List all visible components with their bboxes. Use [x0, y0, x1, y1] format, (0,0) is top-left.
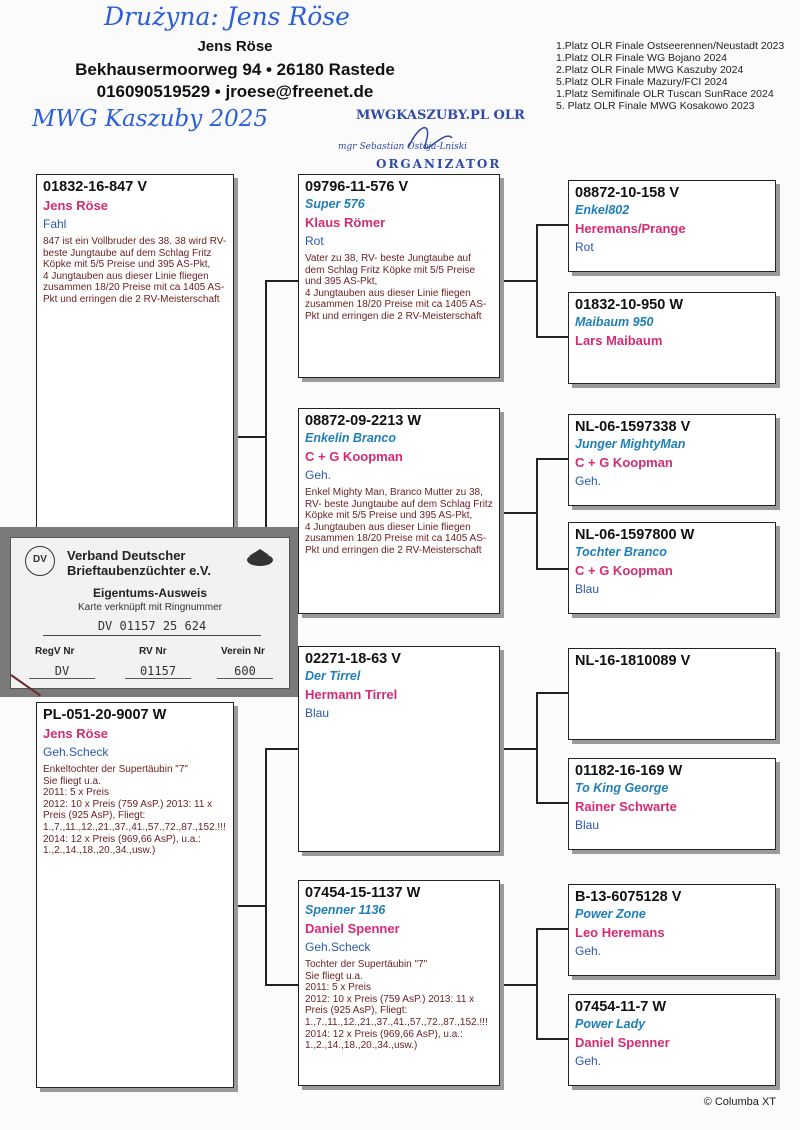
result-item: 5.Platz OLR Finale Mazury/FCI 2024: [556, 76, 728, 88]
result-item: 2.Platz OLR Finale MWG Kaszuby 2024: [556, 64, 744, 76]
ring-number: B-13-6075128 V: [575, 889, 682, 905]
ring-number: 02271-18-63 V: [305, 651, 401, 667]
ownership-card-inner: [10, 537, 290, 689]
handwritten-team-name: MWG Kaszuby 2025: [32, 106, 269, 132]
pigeon-box-ggp-4: [568, 522, 776, 614]
ring-number: 07454-15-1137 W: [305, 885, 421, 901]
breeder-name: Daniel Spenner: [575, 1035, 670, 1050]
pigeon-color: Geh.: [575, 474, 602, 488]
breeder-name: Klaus Römer: [305, 215, 386, 230]
dv-logo-icon: [25, 546, 55, 576]
connector-line: [265, 280, 299, 282]
result-item: 1.Platz OLR Finale WG Bojano 2024: [556, 52, 728, 64]
connector-line: [265, 748, 267, 984]
pigeon-box-ggp-8: [568, 994, 776, 1086]
pigeon-name: Enkelin Branco: [305, 431, 396, 445]
connector-line: [265, 748, 299, 750]
ring-number: 01832-10-950 W: [575, 297, 684, 313]
pigeon-box-grandsire-2: [298, 646, 500, 852]
ring-number: NL-06-1597800 W: [575, 527, 695, 543]
result-item: 1.Platz OLR Finale Ostseerennen/Neustadt 2023: [556, 40, 785, 52]
pigeon-box-ggp-3: [568, 414, 776, 506]
ring-number: 08872-09-2213 W: [305, 413, 422, 429]
owner-address: Bekhausermoorweg 94 • 26180 Rastede: [75, 60, 395, 79]
pigeon-description: Enkel Mighty Man, Branco Mutter zu 38, RV- beste Jungtaube auf dem Schlag Fritz Köpke mit 5/5 Preise und 395 AS-Pkt, 4 Jungtauben aus dieser Linie fliegen zusammen 18/20 Preise mit ca 1405 AS-Pkt und erringen die 2 RV-Meisterschaft: [305, 487, 493, 556]
breeder-name: C + G Koopman: [305, 449, 403, 464]
pigeon-name: Tochter Branco: [575, 545, 667, 559]
card-linked-text: Karte verknüpft mit Ringnummer: [78, 602, 222, 613]
pigeon-color: Rot: [575, 240, 594, 254]
pigeon-color: Blau: [305, 706, 330, 720]
stamp-line-3: ORGANIZATOR: [376, 157, 502, 171]
stamp-line-1: MWGKASZUBY.PL OLR: [356, 108, 525, 123]
pigeon-name: Spenner 1136: [305, 903, 386, 917]
card-title-line-2: Brieftaubenzüchter e.V.: [67, 563, 212, 578]
stamp-signature: [400, 118, 460, 158]
connector-line: [500, 280, 536, 282]
pigeon-color: Fahl: [43, 217, 67, 231]
pigeon-color: Blau: [575, 582, 600, 596]
pigeon-name: Super 576: [305, 197, 365, 211]
card-col-label-verein: Verein Nr: [221, 646, 265, 657]
connector-line: [536, 692, 568, 694]
pigeon-box-ggp-7: [568, 884, 776, 976]
ring-number: 07454-11-7 W: [575, 999, 667, 1015]
pigeon-name: Der Tirrel: [305, 669, 361, 683]
breeder-name: Daniel Spenner: [305, 921, 400, 936]
breeder-name: Hermann Tirrel: [305, 687, 398, 702]
connector-line: [536, 568, 568, 570]
card-col-value-regv: DV: [29, 664, 95, 679]
pigeon-color: Rot: [305, 234, 324, 248]
ring-number: 09796-11-576 V: [305, 179, 409, 195]
pigeon-box-ggp-2: [568, 292, 776, 384]
pigeon-description: Vater zu 38, RV- beste Jungtaube auf dem Schlag Fritz Köpke mit 5/5 Preise und 395 AS-Pkt, 4 Jungtauben aus dieser Linie fliegen zusammen 18/20 Preise mit ca 1405 AS-Pkt und erringen die 2 RV-Meisterschaft: [305, 253, 487, 322]
card-association-title: [67, 548, 211, 578]
card-col-label-rv: RV Nr: [139, 646, 167, 657]
pigeon-box-dam: [36, 702, 234, 1088]
pigeon-box-ggp-5: [568, 648, 776, 740]
handwritten-team-title: Drużyna: Jens Röse: [104, 2, 350, 31]
pigeon-box-ggp-6: [568, 758, 776, 850]
pigeon-color: Geh.: [305, 468, 332, 482]
pigeon-name: Power Lady: [575, 1017, 646, 1031]
card-col-value-rv: 01157: [125, 664, 191, 679]
card-title-line-1: Verband Deutscher: [67, 548, 186, 563]
connector-line: [536, 928, 568, 930]
pigeon-box-granddam-2: [298, 880, 500, 1086]
results-list: [556, 40, 786, 112]
ring-number: 01182-16-169 W: [575, 763, 683, 779]
pigeon-color: Geh.: [575, 944, 602, 958]
ring-number: 01832-16-847 V: [43, 179, 147, 195]
ring-number: NL-06-1597338 V: [575, 419, 691, 435]
ownership-card: [0, 527, 298, 697]
breeder-name: C + G Koopman: [575, 455, 673, 470]
pigeon-name: Junger MightyMan: [575, 437, 686, 451]
connector-line: [536, 458, 538, 568]
pigeon-name: To King George: [575, 781, 669, 795]
owner-name: Jens Röse: [197, 38, 273, 55]
pigeon-color: Blau: [575, 818, 600, 832]
connector-line: [536, 224, 568, 226]
breeder-name: Jens Röse: [43, 726, 109, 741]
pigeon-box-ggp-1: [568, 180, 776, 272]
pigeon-color: Geh.: [575, 1054, 602, 1068]
pigeon-description: Enkeltochter der Supertäubin "7" Sie fliegt u.a. 2011: 5 x Preis 2012: 10 x Preis (759 AsP.) 2013: 11 x Preis (925 AsP), Fliegt: 1.,7.,11.,12.,21.,37.,41.,57.,72.,87.,152.!!! 2014: 12 x Preis (969,66 AsP), u.a.: 1.,2.,14.,18.,20.,34.,usw.): [43, 764, 226, 857]
pigeon-name: Power Zone: [575, 907, 646, 921]
breeder-name: C + G Koopman: [575, 563, 673, 578]
connector-line: [233, 905, 265, 907]
pigeon-description: Tochter der Supertäubin "7" Sie fliegt u.a. 2011: 5 x Preis 2012: 10 x Preis (759 AsP.) 2013: 11 x Preis (925 AsP), Fliegt: 1.,7.,11.,12.,21.,37.,41.,57.,72.,87.,152.!!! 2014: 12 x Preis (969,66 AsP), u.a.: 1.,2.,14.,18.,20.,34.,usw.): [305, 959, 488, 1052]
breeder-name: Heremans/Prange: [575, 221, 686, 236]
breeder-name: Jens Röse: [43, 198, 109, 213]
pigeon-name: Maibaum 950: [575, 315, 654, 329]
connector-line: [536, 692, 538, 802]
connector-line: [265, 984, 299, 986]
result-item: 1.Platz Semifinale OLR Tuscan SunRace 2024: [556, 88, 774, 100]
owner-contact: 016090519529 • jroese@freenet.de: [96, 82, 374, 101]
pigeon-logo-icon: [243, 546, 277, 570]
connector-line: [500, 512, 536, 514]
card-dv-number: DV 01157 25 624: [43, 619, 261, 636]
result-item: 5. Platz OLR Finale MWG Kosakowo 2023: [556, 100, 755, 112]
connector-line: [536, 336, 568, 338]
breeder-name: Rainer Schwarte: [575, 799, 677, 814]
pigeon-color: Geh.Scheck: [305, 940, 371, 954]
connector-line: [536, 224, 538, 336]
connector-line: [233, 436, 265, 438]
connector-line: [536, 458, 568, 460]
ring-number: PL-051-20-9007 W: [43, 707, 167, 723]
pigeon-box-sire: [36, 174, 234, 528]
breeder-name: Lars Maibaum: [575, 333, 663, 348]
copyright-text: © Columba XT: [703, 1096, 776, 1108]
card-subtitle: Eigentums-Ausweis: [92, 586, 208, 600]
stamp-line-2: mgr Sebastian Ostoja-Lniski: [338, 142, 468, 152]
card-col-label-regv: RegV Nr: [35, 646, 75, 657]
connector-line: [500, 748, 536, 750]
connector-line: [536, 1038, 568, 1040]
breeder-name: Leo Heremans: [575, 925, 665, 940]
ring-number: NL-16-1810089 V: [575, 653, 691, 669]
pigeon-box-granddam-1: [298, 408, 500, 614]
dv-logo-text: DV: [33, 554, 47, 565]
connector-line: [500, 984, 536, 986]
pigeon-description: 847 ist ein Vollbruder des 38. 38 wird RV- beste Jungtaube auf dem Schlag Fritz Köpke mit 5/5 Preise und 395 AS-Pkt, 4 Jungtauben aus dieser Linie fliegen zusammen 18/20 Preise mit ca 1405 AS-Pkt und erringen die 2 RV-Meisterschaft: [43, 236, 227, 305]
connector-line: [536, 802, 568, 804]
connector-line: [536, 928, 538, 1038]
pigeon-box-grandsire-1: [298, 174, 500, 378]
pigeon-color: Geh.Scheck: [43, 745, 109, 759]
pigeon-name: Enkel802: [575, 203, 630, 217]
ring-number: 08872-10-158 V: [575, 185, 679, 201]
card-col-value-verein: 600: [217, 664, 273, 679]
